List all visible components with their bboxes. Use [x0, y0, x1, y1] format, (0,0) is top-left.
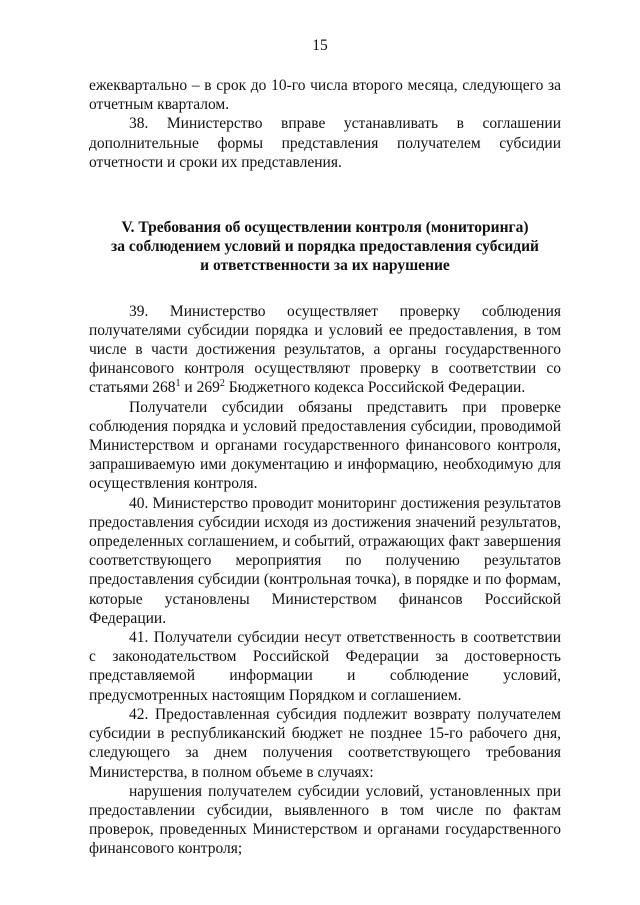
paragraph-39-text-b: и 269 [180, 379, 220, 397]
document-body [89, 76, 561, 859]
heading-line-1: V. Требования об осуществлении контроля (мониторинга) [121, 219, 529, 237]
page-number: 15 [312, 37, 328, 54]
paragraph-quarterly: ежеквартально – в срок до 10-го числа второго месяца, следующего за отчетным кварталом. [89, 77, 561, 114]
paragraph-38: 38. Министерство вправе устанавливать в соглашении дополнительные формы представления получателем субсидии отчетности и сроки их представления. [89, 115, 561, 171]
footnote-superscript-2: 2 [219, 378, 225, 390]
heading-line-3: и ответственности за их нарушение [200, 257, 450, 275]
paragraph-39-text-c: Бюджетного кодекса Российской Федерации. [224, 379, 526, 397]
heading-line-2: за соблюдением условий и порядка предоставления субсидий [111, 238, 539, 256]
paragraph-41: 41. Получатели субсидии несут ответственность в соответствии с законодательством Российской Федерации за достоверность представляемой информации и соблюдение условий, предусмотренных настоящим Порядком и соглашением. [89, 629, 561, 704]
paragraph-42: 42. Предоставленная субсидия подлежит возврату получателем субсидии в республиканский бюджет не позднее 15-го рабочего дня, следующего за днем получения соответствующего требования Министерства, в полном объеме в случаях: [89, 705, 561, 781]
footnote-superscript-1: 1 [175, 378, 181, 390]
section-heading [89, 218, 561, 276]
paragraph-39-text-a: 39. Министерство осуществляет проверку соблюдения получателями субсидии порядка и условий ее предоставления, в том числе в части достижения результатов, а органы государственного финансового контроля осуществляют проверку в соответствии со статьями 268 [89, 302, 561, 397]
paragraph-40: 40. Министерство проводит мониторинг достижения результатов предоставления субсидии исходя из достижения значений результатов, определенных соглашением, и событий, отражающих факт завершения соответствующего мероприятия по получению результатов предоставления субсидии (контрольная точка), в порядке и по формам, которые установлены Министерством финансов Российской Федерации. [89, 494, 561, 627]
paragraph-obligations: Получатели субсидии обязаны представить при проверке соблюдения порядка и условий предоставления субсидии, проводимой Министерством и органами государственного финансового контроля, запрашиваемую ими документацию и информацию, необходимую для осуществления контроля. [89, 398, 561, 493]
paragraph-39 [89, 302, 561, 398]
paragraph-violation: нарушения получателем субсидии условий, установленных при предоставлении субсидии, выявленного в том числе по фактам проверок, проведенных Министерством и органами государственного финансового контроля; [89, 782, 561, 858]
